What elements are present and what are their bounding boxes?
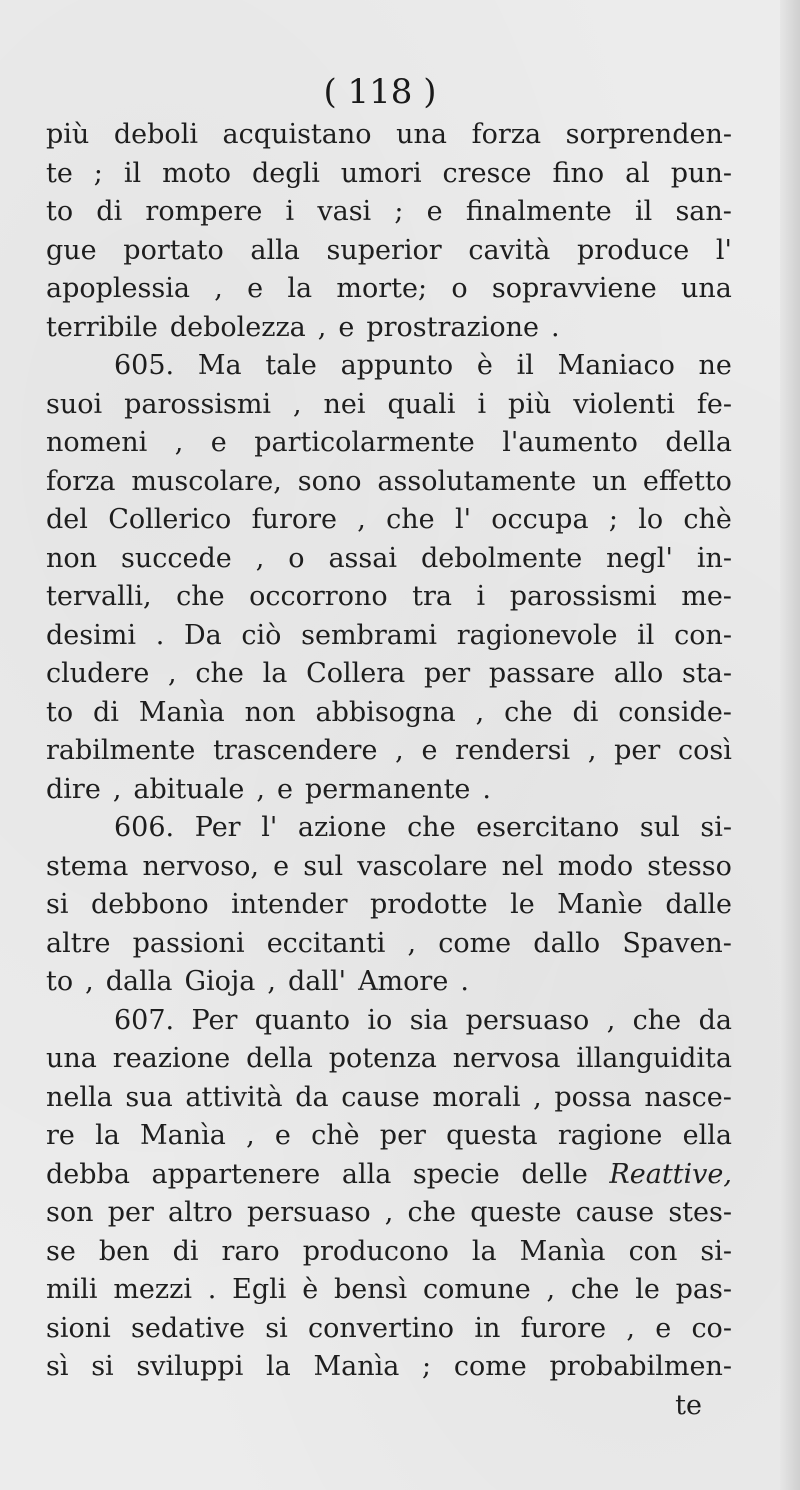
text-line: te ; il moto degli umori cresce fino al pun-	[46, 157, 732, 189]
text-line: si debbono intender prodotte le Manìe dalle	[46, 889, 732, 920]
text-line: to di rompere i vasi ; e finalmente il san-	[46, 196, 732, 227]
text-line: terribile debolezza , e prostrazione .	[46, 311, 560, 343]
body-text	[46, 116, 732, 1425]
text-line: 605. Ma tale appunto è il Maniaco ne	[114, 350, 732, 381]
text-line: più deboli acquistano una forza sorprenden-	[46, 119, 732, 150]
text-line: te	[675, 1389, 702, 1421]
text-line: rabilmente trascendere , e rendersi , per così	[46, 735, 732, 766]
text-line: non succede , o assai debolmente negl' in-	[46, 542, 732, 574]
text-line: son per altro persuaso , che queste cause stes-	[46, 1197, 732, 1228]
text-line: nomeni , e particolarmente l'aumento della	[46, 427, 732, 458]
text-line: del Collerico furore , che l' occupa ; lo chè	[46, 504, 732, 535]
text-line: cludere , che la Collera per passare allo sta-	[46, 658, 732, 689]
text-line: forza muscolare, sono assolutamente un effetto	[46, 465, 732, 497]
text-line: sioni sedative si convertino in furore , e co-	[46, 1312, 732, 1344]
text-line: to di Manìa non abbisogna , che di conside-	[46, 696, 732, 728]
text-line: mili mezzi . Egli è bensì comune , che le pas-	[46, 1274, 732, 1305]
text-line: stema nervoso, e sul vascolare nel modo stesso	[46, 850, 732, 882]
page-edge	[780, 0, 800, 1490]
text-line: to , dalla Gioja , dall' Amore .	[46, 966, 469, 997]
text-line: suoi parossismi , nei quali i più violenti fe-	[46, 388, 732, 420]
text-line: sì si sviluppi la Manìa ; come probabilmen-	[46, 1351, 732, 1382]
text-line: altre passioni eccitanti , come dallo Spaven-	[46, 927, 732, 959]
text-line: apoplessia , e la morte; o sopravviene una	[46, 273, 732, 304]
text-line: tervalli, che occorrono tra i parossismi me-	[46, 581, 732, 612]
text-line: dire , abituale , e permanente .	[46, 773, 492, 805]
page-number: ( 118 )	[323, 72, 437, 112]
text-line: desimi . Da ciò sembrami ragionevole il con-	[46, 619, 732, 651]
text-line: gue portato alla superior cavità produce l'	[46, 234, 732, 266]
text-line: nella sua attività da cause morali , possa nasce-	[46, 1081, 732, 1113]
text-line: una reazione della potenza nervosa illanguidita	[46, 1043, 732, 1074]
text-line: se ben di raro producono la Manìa con si-	[46, 1235, 732, 1267]
text-line: 607. Per quanto io sia persuaso , che da	[114, 1004, 732, 1036]
text-line: re la Manìa , e chè per questa ragione ella	[46, 1120, 732, 1151]
text-line: debba appartenere alla specie delle Reattive,	[46, 1158, 732, 1190]
text-line: 606. Per l' azione che esercitano sul si-	[114, 812, 732, 843]
